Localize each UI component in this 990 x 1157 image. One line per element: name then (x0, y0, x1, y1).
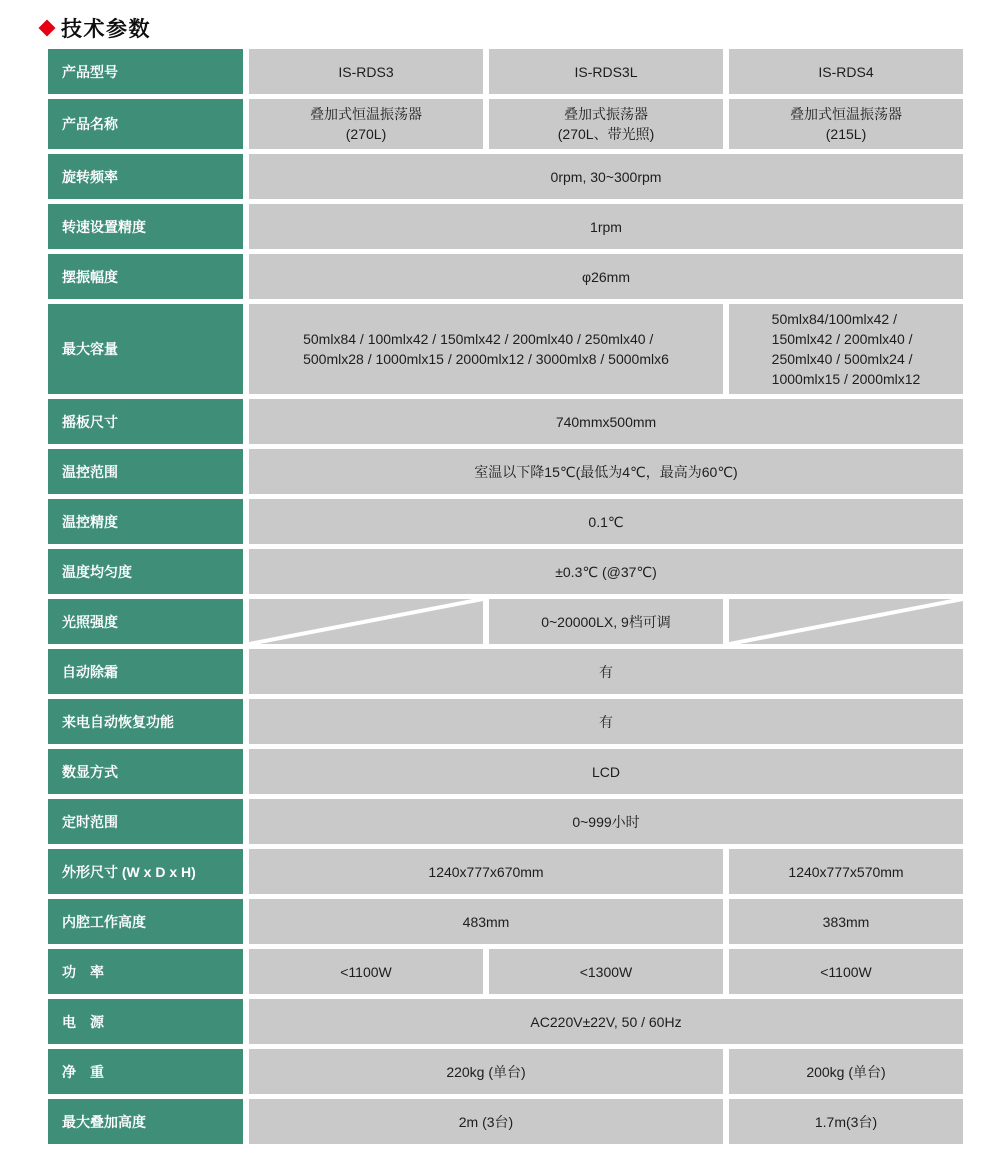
value-text: <1100W (820, 963, 872, 980)
value-text: 1rpm (590, 218, 622, 235)
value-cell (249, 154, 963, 199)
row-label: 温度均匀度 (48, 549, 243, 594)
value-cell (249, 549, 963, 594)
spec-table-body (48, 49, 963, 1144)
value-cell (249, 1099, 723, 1144)
spec-table (42, 44, 969, 1149)
table-row (48, 799, 963, 844)
table-row (48, 399, 963, 444)
value-cell (729, 304, 963, 394)
table-row (48, 549, 963, 594)
value-text: 有 (599, 663, 613, 680)
table-row (48, 949, 963, 994)
row-label: 自动除霜 (48, 649, 243, 694)
value-text: 50mlx84/100mlx42 / 150mlx42 / 200mlx40 / 250mlx40 / 500mlx24 / 1000mlx15 / 2000mlx12 (771, 311, 921, 387)
value-text: IS-RDS3L (574, 63, 638, 80)
value-cell (729, 899, 963, 944)
row-label: 转速设置精度 (48, 204, 243, 249)
row-label: 摆振幅度 (48, 254, 243, 299)
value-text: 室温以下降15℃(最低为4℃，最高为60℃) (474, 463, 738, 480)
section-header (0, 0, 990, 42)
value-text: 叠加式振荡器 (270L、带光照) (557, 106, 655, 142)
not-applicable-cell (249, 599, 483, 644)
table-row (48, 599, 963, 644)
value-cell (249, 699, 963, 744)
value-text: 0~999小时 (572, 813, 640, 830)
table-row (48, 849, 963, 894)
value-text: 叠加式恒温振荡器 (270L) (310, 106, 422, 142)
value-cell (489, 99, 723, 149)
table-row (48, 449, 963, 494)
row-label: 定时范围 (48, 799, 243, 844)
value-cell (249, 999, 963, 1044)
value-cell (249, 799, 963, 844)
row-label: 温控精度 (48, 499, 243, 544)
value-cell (249, 749, 963, 794)
row-label: 最大容量 (48, 304, 243, 394)
value-cell (729, 1099, 963, 1144)
value-cell (249, 204, 963, 249)
table-row (48, 204, 963, 249)
table-row (48, 49, 963, 94)
table-row (48, 749, 963, 794)
value-text: 0~20000LX, 9档可调 (541, 613, 671, 630)
row-label: 来电自动恢复功能 (48, 699, 243, 744)
value-cell (249, 649, 963, 694)
value-text: φ26mm (582, 268, 630, 285)
row-label: 净 重 (48, 1049, 243, 1094)
value-cell (249, 449, 963, 494)
value-cell (249, 304, 723, 394)
row-label: 功 率 (48, 949, 243, 994)
table-row (48, 649, 963, 694)
value-text: 1.7m(3台) (814, 1113, 878, 1130)
value-text: 383mm (822, 913, 870, 930)
value-text: <1300W (579, 963, 633, 980)
table-row (48, 254, 963, 299)
value-cell (249, 99, 483, 149)
value-cell (729, 99, 963, 149)
value-cell (249, 499, 963, 544)
value-text: 2m (3台) (458, 1113, 514, 1130)
row-label: 电 源 (48, 999, 243, 1044)
row-label: 数显方式 (48, 749, 243, 794)
table-row (48, 699, 963, 744)
value-text: AC220V±22V, 50 / 60Hz (530, 1013, 682, 1030)
row-label: 摇板尺寸 (48, 399, 243, 444)
value-cell (729, 849, 963, 894)
value-cell (729, 1049, 963, 1094)
diagonal-line-icon (249, 599, 483, 644)
value-cell (249, 849, 723, 894)
table-row (48, 499, 963, 544)
value-text: 220kg (单台) (446, 1063, 526, 1080)
value-text: 200kg (单台) (806, 1063, 886, 1080)
row-label: 外形尺寸 (W x D x H) (48, 849, 243, 894)
value-text: 0.1℃ (588, 513, 624, 530)
table-row (48, 304, 963, 394)
row-label: 旋转频率 (48, 154, 243, 199)
value-cell (249, 49, 483, 94)
value-text: 740mmx500mm (555, 413, 657, 430)
value-cell (729, 49, 963, 94)
page-title: 技术参数 (61, 18, 151, 41)
row-label: 内腔工作高度 (48, 899, 243, 944)
value-cell (249, 399, 963, 444)
value-text: <1100W (340, 963, 392, 980)
value-text: 483mm (462, 913, 510, 930)
value-cell (249, 949, 483, 994)
table-row (48, 99, 963, 149)
value-text: IS-RDS3 (338, 63, 394, 80)
row-label: 光照强度 (48, 599, 243, 644)
row-label: 产品型号 (48, 49, 243, 94)
value-text: 50mlx84 / 100mlx42 / 150mlx42 / 200mlx40 / 250mlx40 / 500mlx28 / 1000mlx15 / 2000mlx12 / 3000mlx8 / 5000mlx6 (303, 331, 669, 367)
diamond-bullet-icon (39, 20, 56, 37)
value-text: 0rpm, 30~300rpm (550, 168, 662, 185)
value-text: 1240x777x670mm (428, 863, 544, 880)
value-text: ±0.3℃ (@37℃) (555, 563, 657, 580)
value-cell (249, 254, 963, 299)
diagonal-line-icon (729, 599, 963, 644)
value-text: IS-RDS4 (818, 63, 874, 80)
row-label: 产品名称 (48, 99, 243, 149)
not-applicable-cell (729, 599, 963, 644)
value-cell (249, 899, 723, 944)
value-text: 有 (599, 713, 613, 730)
value-cell (249, 1049, 723, 1094)
table-row (48, 1049, 963, 1094)
row-label: 最大叠加高度 (48, 1099, 243, 1144)
value-cell (489, 49, 723, 94)
value-text: 1240x777x570mm (788, 863, 904, 880)
row-label: 温控范围 (48, 449, 243, 494)
value-cell (729, 949, 963, 994)
value-cell (489, 949, 723, 994)
value-text: 叠加式恒温振荡器 (215L) (790, 106, 902, 142)
table-row (48, 999, 963, 1044)
table-row (48, 1099, 963, 1144)
table-row (48, 899, 963, 944)
value-cell (489, 599, 723, 644)
value-text: LCD (591, 763, 620, 780)
table-row (48, 154, 963, 199)
